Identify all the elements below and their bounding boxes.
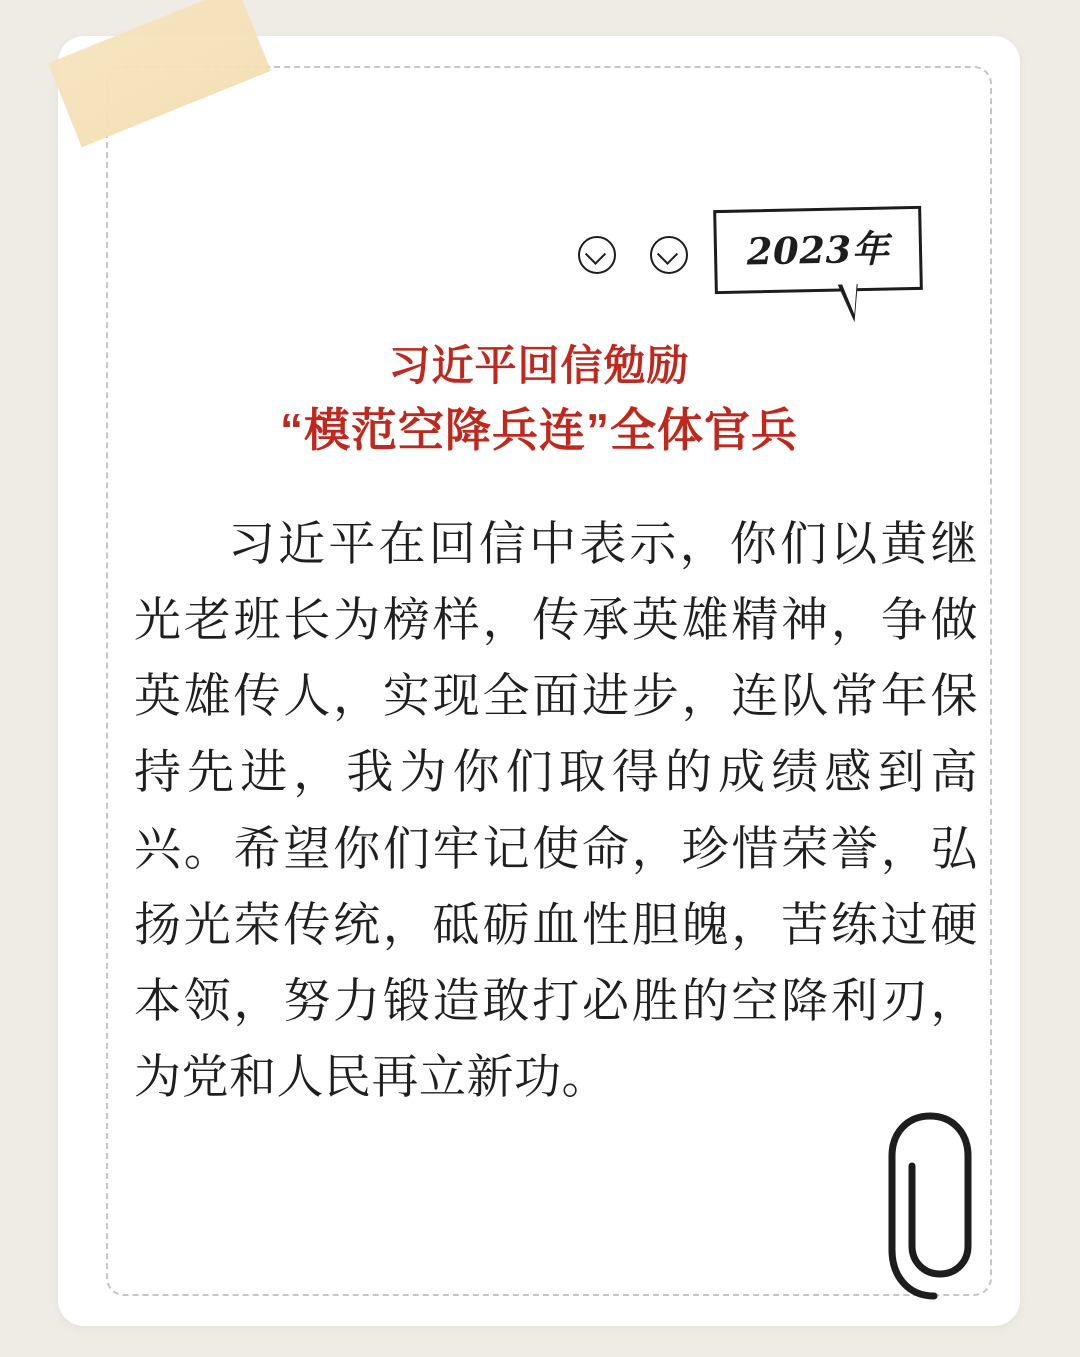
- page-title-line-2: “模范空降兵连”全体官兵: [280, 403, 798, 456]
- spiral-swirl-icon: [578, 236, 616, 274]
- year-badge-label: 2023年: [746, 226, 890, 274]
- spiral-swirl-icon: [650, 236, 688, 274]
- card-header: [58, 196, 1020, 316]
- speech-bubble-tail: [838, 284, 859, 322]
- body-paragraph: 习近平在回信中表示，你们以黄继光老班长为榜样，传承英雄精神，争做英雄传人，实现全面进步，连队常年保持先进，我为你们取得的成绩感到高兴。希望你们牢记使命，珍惜荣誉，弘扬光荣传统，砥砺血性胆魄，苦练过硬本领，努力锻造敢打必胜的空降利刃，为党和人民再立新功。: [134, 517, 978, 1103]
- note-card: [58, 36, 1020, 1326]
- paperclip-icon: [856, 1104, 976, 1304]
- year-badge: [713, 206, 923, 294]
- page-title-line-1: 习近平回信勉励: [388, 342, 690, 389]
- page-title: [58, 336, 1020, 464]
